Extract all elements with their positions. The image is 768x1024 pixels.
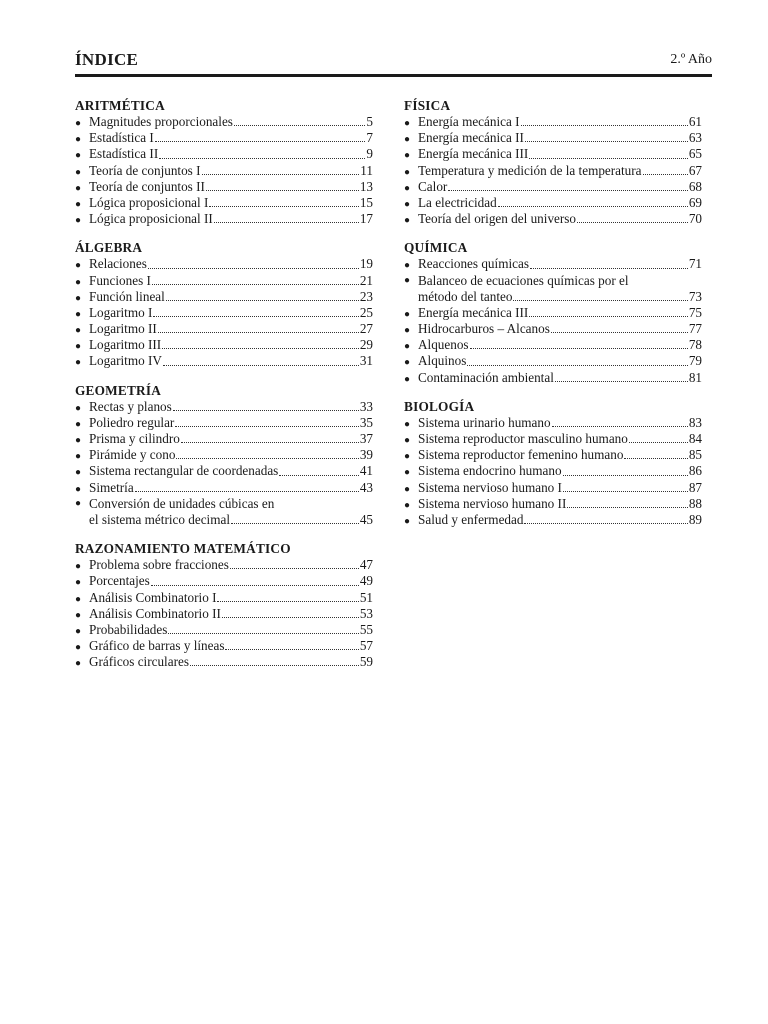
toc-entry-page: 31 [359, 353, 373, 369]
toc-entry[interactable] [75, 654, 373, 670]
toc-entry-page: 61 [688, 114, 702, 129]
dot-leader [162, 348, 359, 349]
bullet-icon: ● [404, 134, 411, 146]
dot-leader [577, 222, 688, 223]
toc-entry-page: 83 [688, 414, 702, 430]
dot-leader [225, 649, 358, 650]
toc-entry[interactable] [75, 353, 373, 369]
section-title: ARITMÉTICA [75, 98, 165, 113]
toc-entry-page: 78 [688, 337, 702, 353]
bullet-icon: ● [75, 134, 82, 146]
toc-entry[interactable] [404, 431, 702, 447]
toc-entry-label: Gráficos circulares [89, 654, 189, 670]
section-razonamiento-matematico [75, 540, 373, 670]
bullet-icon: ● [404, 166, 411, 178]
toc-entry[interactable] [404, 321, 702, 337]
toc-entry-page: 79 [688, 353, 702, 369]
toc-entry-label: Gráfico de barras y líneas [89, 638, 225, 654]
toc-entry-page: 39 [359, 447, 373, 463]
toc-entry-line1 [75, 496, 373, 512]
toc-entry[interactable] [404, 256, 702, 272]
dot-leader [551, 332, 688, 333]
toc-entry-label: Análisis Combinatorio II [89, 605, 221, 621]
toc-list [75, 399, 373, 529]
toc-entry[interactable] [75, 590, 373, 606]
toc-entry-label: Sistema urinario humano [418, 414, 551, 430]
toc-entry-page: 49 [359, 573, 373, 589]
bullet-icon: ● [404, 483, 411, 495]
toc-entry[interactable] [404, 353, 702, 369]
bullet-icon: ● [75, 561, 82, 573]
toc-entry[interactable] [404, 463, 702, 479]
toc-entry-label: Conversión de unidades cúbicas en [89, 495, 275, 511]
toc-entry-label: Pirámide y cono [89, 447, 176, 463]
toc-entry-page: 77 [688, 321, 702, 337]
dot-leader [168, 633, 358, 634]
toc-list [75, 114, 373, 227]
section-fisica [404, 97, 702, 227]
bullet-icon: ● [75, 625, 82, 637]
toc-entry-label: Teoría de conjuntos I [89, 162, 201, 178]
toc-entry[interactable] [404, 211, 702, 227]
toc-entry-page: 88 [688, 495, 702, 511]
toc-entry-page: 7 [366, 130, 373, 146]
toc-entry[interactable] [75, 179, 373, 195]
bullet-icon: ● [404, 451, 411, 463]
toc-entry-page: 85 [688, 447, 702, 463]
toc-entry-label: Alquenos [418, 337, 469, 353]
bullet-icon: ● [404, 499, 411, 511]
toc-entry[interactable] [75, 573, 373, 589]
toc-entry[interactable] [75, 431, 373, 447]
bullet-icon: ● [75, 215, 82, 227]
toc-entry[interactable] [404, 447, 702, 463]
dot-leader [202, 174, 360, 175]
toc-entry[interactable] [75, 447, 373, 463]
toc-entry-label: Salud y enfermedad [418, 511, 524, 527]
section-title: BIOLOGÍA [404, 398, 475, 414]
section-algebra [75, 239, 373, 369]
toc-entry-page: 87 [688, 479, 702, 495]
toc-entry-label: Rectas y planos [89, 398, 172, 414]
toc-entry-page: 33 [359, 398, 373, 414]
toc-entry[interactable] [404, 512, 702, 528]
toc-entry[interactable] [75, 480, 373, 496]
toc-entry-label: Sistema nervioso humano II [418, 495, 567, 511]
toc-entry-label: Lógica proposicional I [89, 194, 209, 210]
toc-entry[interactable] [75, 638, 373, 654]
toc-entry-page: 68 [688, 178, 702, 194]
toc-entry[interactable] [404, 130, 702, 146]
toc-entry-label: Calor [418, 178, 448, 194]
toc-entry-page: 9 [366, 146, 373, 162]
grade-label: 2.º Año [670, 52, 712, 67]
toc-entry-label: Balanceo de ecuaciones químicas por el [418, 272, 629, 288]
toc-entry[interactable] [75, 163, 373, 179]
dot-leader [135, 491, 359, 492]
toc-entry[interactable] [404, 337, 702, 353]
toc-entry[interactable] [75, 146, 373, 162]
dot-leader [521, 125, 688, 126]
toc-entry-label: Probabilidades [89, 621, 168, 637]
dot-leader [524, 523, 687, 524]
toc-entry-label: Logaritmo III [89, 337, 162, 353]
toc-entry-page: 69 [688, 194, 702, 210]
toc-entry[interactable] [75, 399, 373, 415]
toc-entry-label: Magnitudes proporcionales [89, 114, 233, 129]
toc-entry[interactable] [404, 415, 702, 431]
bullet-icon: ● [75, 642, 82, 654]
dot-leader [175, 426, 358, 427]
toc-entry[interactable] [404, 146, 702, 162]
bullet-icon: ● [404, 182, 411, 194]
toc-entry[interactable] [75, 195, 373, 211]
section-title: GEOMETRÍA [75, 382, 162, 398]
toc-entry[interactable] [75, 305, 373, 321]
section-title: QUÍMICA [404, 240, 468, 256]
bullet-icon: ● [75, 260, 82, 272]
bullet-icon: ● [75, 198, 82, 210]
dot-leader [190, 665, 359, 666]
dot-leader [231, 523, 359, 524]
toc-entry-label: Sistema reproductor femenino humano [418, 447, 624, 463]
dot-leader [222, 617, 359, 618]
dot-leader [552, 426, 688, 427]
toc-entry-page: 53 [359, 605, 373, 621]
section-quimica [404, 239, 702, 386]
dot-leader [498, 206, 688, 207]
toc-entry-page: 25 [359, 304, 373, 320]
toc-entry-label: Logaritmo IV [89, 353, 162, 369]
dot-leader [530, 268, 688, 269]
bullet-icon: ● [75, 577, 82, 589]
bullet-icon: ● [75, 418, 82, 430]
toc-list [404, 114, 702, 227]
dot-leader [467, 365, 687, 366]
toc-entry-line1 [404, 273, 702, 289]
toc-entry-page: 13 [359, 178, 373, 194]
dot-leader [155, 141, 366, 142]
toc-entry-page: 5 [366, 114, 373, 129]
toc-entry-page: 65 [688, 146, 702, 162]
bullet-icon: ● [404, 215, 411, 227]
dot-leader [563, 491, 688, 492]
page-title: ÍNDICE [75, 50, 139, 69]
bullet-icon: ● [404, 198, 411, 210]
toc-entry-page: 27 [359, 321, 373, 337]
bullet-icon: ● [75, 341, 82, 353]
dot-leader [643, 174, 688, 175]
dot-leader [234, 125, 365, 126]
dot-leader [279, 475, 359, 476]
toc-entry-label: Sistema reproductor masculino humano [418, 431, 628, 446]
dot-leader [166, 300, 359, 301]
toc-entry-label: Hidrocarburos – Alcanos [418, 321, 550, 337]
bullet-icon: ● [75, 166, 82, 178]
toc-entry-label-continued: el sistema métrico decimal [89, 511, 230, 527]
bullet-icon: ● [75, 483, 82, 495]
toc-entry[interactable] [404, 480, 702, 496]
toc-entry-label: Sistema nervioso humano I [418, 479, 562, 495]
toc-entry-label: Función lineal [89, 288, 165, 304]
toc-entry-page: 71 [688, 256, 702, 272]
toc-list [404, 256, 702, 386]
bullet-icon: ● [404, 373, 411, 385]
dot-leader [159, 158, 365, 159]
toc-entry-page: 35 [359, 414, 373, 430]
toc-entry[interactable] [75, 496, 373, 528]
toc-entry-page: 57 [359, 638, 373, 654]
dot-leader [209, 206, 358, 207]
toc-entry-page: 51 [359, 589, 373, 605]
dot-leader [181, 442, 359, 443]
toc-entry-label: Sistema endocrino humano [418, 463, 562, 479]
bullet-icon: ● [404, 308, 411, 320]
bullet-icon: ● [75, 658, 82, 670]
bullet-icon: ● [404, 118, 411, 129]
toc-entry-label: Prisma y cilindro [89, 431, 180, 446]
dot-leader [217, 601, 358, 602]
section-geometria [75, 382, 373, 529]
toc-entry-label: Poliedro regular [89, 414, 175, 430]
toc-entry[interactable] [75, 114, 373, 130]
dot-leader [158, 332, 359, 333]
toc-entry-label: Estadística I [89, 130, 154, 146]
toc-entry-page: 45 [359, 511, 373, 527]
bullet-icon: ● [75, 150, 82, 162]
toc-entry-label: Temperatura y medición de la temperatura [418, 162, 642, 178]
toc-entry-label: Logaritmo II [89, 321, 157, 337]
toc-entry-label: Energía mecánica II [418, 130, 524, 146]
toc-entry-page: 81 [688, 369, 702, 385]
bullet-icon: ● [75, 308, 82, 320]
dot-leader [529, 316, 687, 317]
toc-entry[interactable] [75, 606, 373, 622]
toc-entry-label: Porcentajes [89, 573, 150, 589]
toc-entry-label: Teoría del origen del universo [418, 211, 577, 227]
toc-entry-page: 55 [359, 621, 373, 637]
dot-leader [555, 381, 688, 382]
toc-entry[interactable] [404, 195, 702, 211]
toc-entry-label: Teoría de conjuntos II [89, 178, 205, 194]
toc-entry-page: 43 [359, 479, 373, 495]
section-title: FÍSICA [404, 98, 451, 113]
dot-leader [563, 475, 688, 476]
toc-entry-label: Funciones I [89, 272, 151, 288]
bullet-icon: ● [75, 325, 82, 337]
toc-entry[interactable] [75, 130, 373, 146]
toc-entry-label: Análisis Combinatorio I [89, 589, 217, 605]
section-title: RAZONAMIENTO MATEMÁTICO [75, 541, 291, 557]
toc-entry-label: Energía mecánica III [418, 146, 529, 162]
toc-entry-page: 63 [688, 130, 702, 146]
toc-entry-label: Contaminación ambiental [418, 369, 554, 385]
bullet-icon: ● [75, 609, 82, 621]
dot-leader [214, 222, 359, 223]
toc-entry-page: 37 [359, 431, 373, 446]
toc-entry-label: Sistema rectangular de coordenadas [89, 463, 279, 479]
toc-entry-label: Alquinos [418, 353, 467, 369]
toc-entry[interactable] [404, 163, 702, 179]
dot-leader [230, 568, 359, 569]
toc-entry-page: 21 [359, 272, 373, 288]
dot-leader [151, 585, 359, 586]
page-header [75, 48, 712, 77]
toc-entry-page: 67 [688, 162, 702, 178]
bullet-icon: ● [75, 497, 82, 509]
toc-entry-line2 [75, 512, 373, 528]
section-biologia [404, 398, 702, 528]
toc-list [75, 256, 373, 369]
toc-entry[interactable] [75, 337, 373, 353]
toc-entry[interactable] [75, 211, 373, 227]
toc-entry[interactable] [75, 415, 373, 431]
toc-entry-page: 73 [688, 288, 702, 304]
bullet-icon: ● [75, 435, 82, 446]
toc-entry-page: 70 [688, 211, 702, 227]
toc-entry-page: 75 [688, 304, 702, 320]
toc-entry-label: La electricidad [418, 194, 497, 210]
dot-leader [513, 300, 687, 301]
toc-entry-label: Problema sobre fracciones [89, 557, 229, 573]
toc-entry[interactable] [404, 305, 702, 321]
bullet-icon: ● [404, 274, 411, 286]
toc-entry-label: Logaritmo I [89, 304, 153, 320]
bullet-icon: ● [404, 150, 411, 162]
toc-entry[interactable] [75, 557, 373, 573]
bullet-icon: ● [404, 515, 411, 527]
dot-leader [529, 158, 687, 159]
bullet-icon: ● [75, 357, 82, 369]
toc-entry[interactable] [75, 289, 373, 305]
bullet-icon: ● [75, 451, 82, 463]
dot-leader [176, 458, 358, 459]
toc-entry[interactable] [75, 622, 373, 638]
toc-entry-label: Estadística II [89, 146, 159, 162]
left-column [75, 97, 373, 682]
bullet-icon: ● [404, 467, 411, 479]
toc-entry-label: Reacciones químicas [418, 256, 529, 272]
dot-leader [525, 141, 688, 142]
toc-entry[interactable] [404, 179, 702, 195]
toc-entry[interactable] [75, 321, 373, 337]
bullet-icon: ● [404, 418, 411, 430]
toc-entry-label: Simetría [89, 479, 134, 495]
toc-entry-page: 15 [359, 194, 373, 210]
bullet-icon: ● [75, 182, 82, 194]
bullet-icon: ● [75, 118, 82, 129]
toc-entry-line2 [404, 289, 702, 305]
toc-entry-label-continued: método del tanteo [418, 288, 513, 304]
bullet-icon: ● [75, 467, 82, 479]
section-title: ÁLGEBRA [75, 240, 143, 256]
toc-entry-page: 84 [688, 431, 702, 446]
toc-entry-page: 17 [359, 211, 373, 227]
toc-entry-label: Lógica proposicional II [89, 211, 213, 227]
toc-list [404, 415, 702, 528]
dot-leader [567, 507, 687, 508]
toc-entry[interactable] [404, 370, 702, 386]
toc-entry-page: 89 [688, 511, 702, 527]
toc-entry[interactable] [75, 256, 373, 272]
toc-entry[interactable] [75, 463, 373, 479]
toc-entry-page: 41 [359, 463, 373, 479]
bullet-icon: ● [75, 292, 82, 304]
bullet-icon: ● [75, 276, 82, 288]
dot-leader [173, 410, 359, 411]
right-column [404, 97, 702, 540]
dot-leader [163, 365, 359, 366]
toc-entry-label: Energía mecánica III [418, 304, 529, 320]
bullet-icon: ● [404, 260, 411, 272]
toc-entry-page: 11 [360, 162, 373, 178]
dot-leader [624, 458, 687, 459]
bullet-icon: ● [404, 357, 411, 369]
dot-leader [152, 284, 359, 285]
toc-entry-page: 19 [359, 256, 373, 272]
toc-entry[interactable] [75, 273, 373, 289]
toc-entry-label: Relaciones [89, 256, 147, 272]
bullet-icon: ● [75, 402, 82, 414]
toc-list [75, 557, 373, 670]
toc-entry[interactable] [404, 114, 702, 130]
bullet-icon: ● [75, 593, 82, 605]
bullet-icon: ● [404, 325, 411, 337]
toc-entry-page: 47 [359, 557, 373, 573]
dot-leader [148, 268, 359, 269]
dot-leader [629, 442, 688, 443]
dot-leader [448, 190, 688, 191]
bullet-icon: ● [404, 435, 411, 446]
toc-entry-label: Energía mecánica I [418, 114, 520, 129]
toc-entry-page: 23 [359, 288, 373, 304]
toc-entry-page: 86 [688, 463, 702, 479]
toc-entry-page: 59 [359, 654, 373, 670]
dot-leader [470, 348, 688, 349]
toc-entry[interactable] [404, 273, 702, 305]
bullet-icon: ● [404, 341, 411, 353]
dot-leader [153, 316, 358, 317]
toc-entry[interactable] [404, 496, 702, 512]
section-aritmetica [75, 97, 373, 227]
toc-entry-page: 29 [359, 337, 373, 353]
dot-leader [206, 190, 359, 191]
